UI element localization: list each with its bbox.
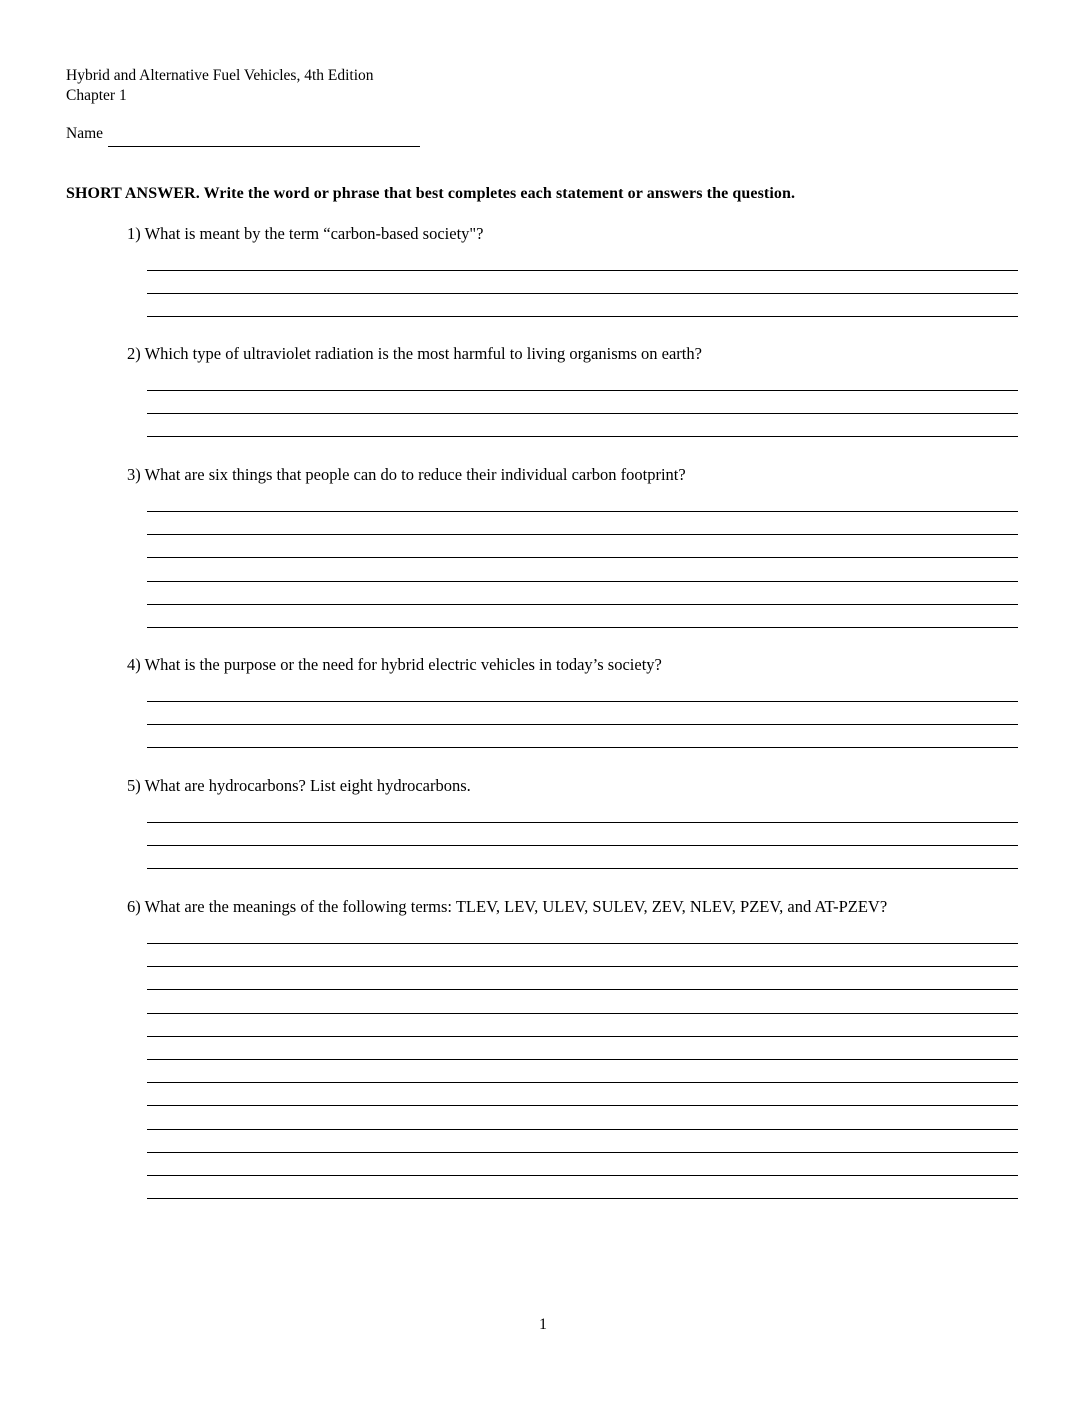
answer-line[interactable] <box>147 1129 1018 1130</box>
answer-line[interactable] <box>147 581 1018 582</box>
question-text: 2) Which type of ultraviolet radiation is the most harmful to living organisms on earth? <box>127 344 702 363</box>
answer-line[interactable] <box>147 1152 1018 1153</box>
answer-line[interactable] <box>147 557 1018 558</box>
answer-line[interactable] <box>147 1059 1018 1060</box>
question-text: 4) What is the purpose or the need for hybrid electric vehicles in today’s society? <box>127 655 662 674</box>
answer-line[interactable] <box>147 627 1018 628</box>
instructions: SHORT ANSWER. Write the word or phrase that best completes each statement or answers the question. <box>66 185 796 202</box>
answer-line[interactable] <box>147 747 1018 748</box>
answer-line[interactable] <box>147 1198 1018 1199</box>
name-field[interactable] <box>108 146 420 147</box>
question-text: 1) What is meant by the term “carbon-based society"? <box>127 224 484 243</box>
answer-line[interactable] <box>147 845 1018 846</box>
answer-line[interactable] <box>147 822 1018 823</box>
answer-line[interactable] <box>147 511 1018 512</box>
answer-line[interactable] <box>147 390 1018 391</box>
answer-line[interactable] <box>147 1175 1018 1176</box>
chapter-label: Chapter 1 <box>66 87 127 104</box>
answer-line[interactable] <box>147 534 1018 535</box>
answer-line[interactable] <box>147 604 1018 605</box>
question-text: 3) What are six things that people can do to reduce their individual carbon footprint? <box>127 465 686 484</box>
answer-line[interactable] <box>147 436 1018 437</box>
answer-line[interactable] <box>147 966 1018 967</box>
answer-line[interactable] <box>147 316 1018 317</box>
answer-line[interactable] <box>147 413 1018 414</box>
answer-line[interactable] <box>147 1105 1018 1106</box>
answer-line[interactable] <box>147 701 1018 702</box>
answer-line[interactable] <box>147 270 1018 271</box>
answer-line[interactable] <box>147 1082 1018 1083</box>
page-number: 1 <box>539 1316 547 1333</box>
answer-line[interactable] <box>147 868 1018 869</box>
answer-line[interactable] <box>147 943 1018 944</box>
name-label: Name <box>66 125 104 142</box>
answer-line[interactable] <box>147 989 1018 990</box>
question-text: 6) What are the meanings of the following terms: TLEV, LEV, ULEV, SULEV, ZEV, NLEV, PZEV, and AT-PZEV? <box>127 897 888 916</box>
answer-line[interactable] <box>147 1013 1018 1014</box>
answer-line[interactable] <box>147 1036 1018 1037</box>
answer-line[interactable] <box>147 724 1018 725</box>
answer-line[interactable] <box>147 293 1018 294</box>
question-text: 5) What are hydrocarbons? List eight hydrocarbons. <box>127 776 471 795</box>
document-title: Hybrid and Alternative Fuel Vehicles, 4th Edition <box>66 67 374 84</box>
